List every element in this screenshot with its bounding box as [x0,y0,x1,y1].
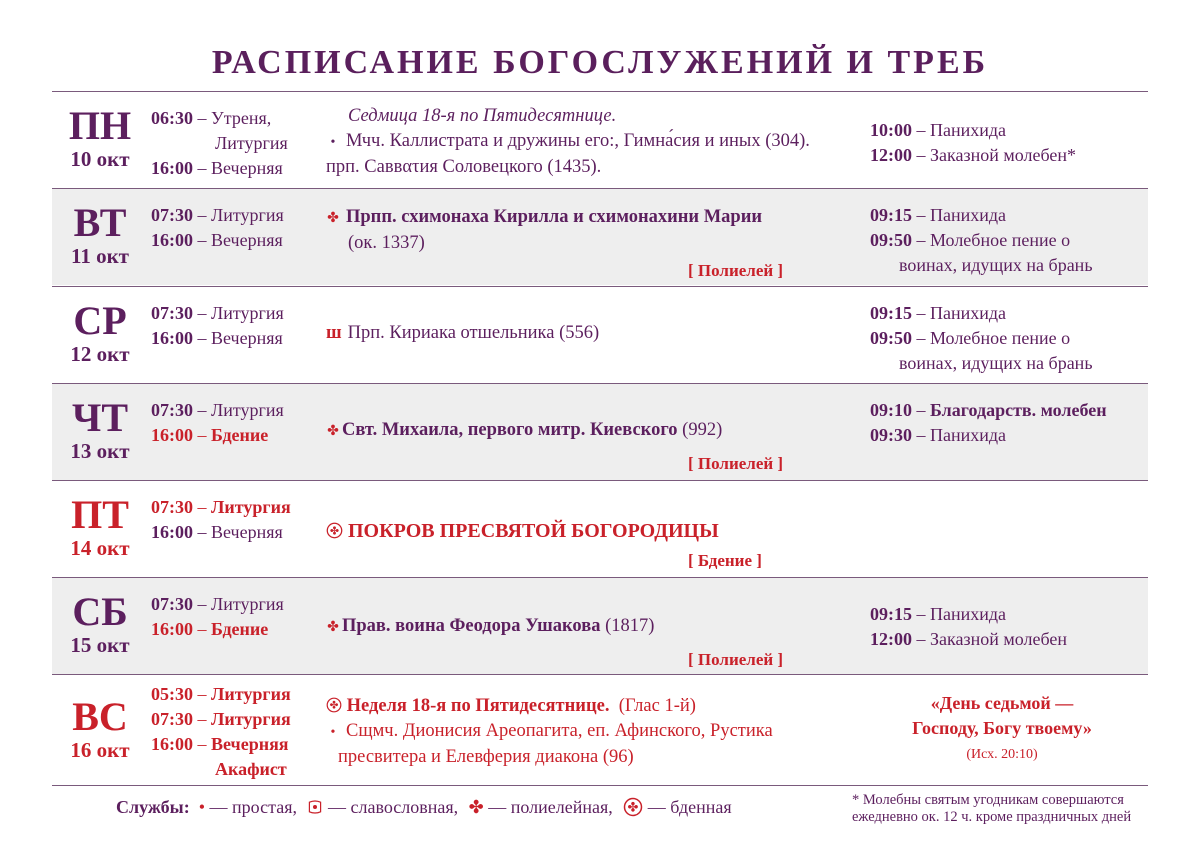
svg-text:✤: ✤ [329,700,339,712]
services: 06:30 – Утреня, Литургия 16:00 – Вечерняя [151,108,288,178]
polyeleos-icon: ✤ [327,424,339,439]
service-type-tag: [ Полиелей ] [688,454,784,473]
saint-commemoration: ✤ Свт. Михаила, первого митр. Киевского (992) [326,418,866,444]
day-abbr: ПН [68,103,132,148]
footnote: * Молебны святым угодникам совершаются ежедневно ок. 12 ч. кроме праздничных дней [852,792,1132,825]
services: 07:30 – Литургия 16:00 – Вечерняя [151,303,284,348]
vigil-icon [326,697,342,713]
day-label: ПТ 14 окт [70,492,130,560]
glory-service-icon [307,799,323,815]
bottom-rule [52,785,1148,786]
vigil-icon [326,522,343,539]
vigil-service-icon [623,797,643,817]
saint-commemoration: ✤ Неделя 18-я по Пятидесятнице. (Глас 1-й) • Сщмч. Дионисия Ареопагита, еп. Афинского, Рустика пресвитера и Елевферия диакона (96) [326,694,866,770]
day-row-sun [52,675,1148,785]
polyeleos-icon: ✤ [327,211,339,226]
day-label: ВС 16 окт [70,694,130,762]
day-row-wed [52,287,1148,383]
legend: Службы: • — простая, — славословная, ✤ — полиелейная, ✤ — бденная [116,797,732,817]
day-row-thu [52,384,1148,480]
saint-mark: ш [326,323,342,343]
treby: 09:15 – Панихида 12:00 – Заказной молебен [870,604,1068,649]
day-row-tue [52,189,1148,285]
saint-commemoration: ш Прп. Кириака отшельника (556) [326,323,600,343]
simple-service-icon: • [330,135,336,150]
day-label: ВТ 11 окт [70,200,129,268]
simple-service-icon: • [194,797,206,817]
services: 07:30 – Литургия 16:00 – Бдение [151,400,284,445]
service-type-tag: [ Бдение ] [688,551,762,570]
day-row-mon [52,92,1148,188]
svg-text:✤: ✤ [627,799,639,815]
services: 07:30 – Литургия 16:00 – Бдение [151,594,284,639]
saint-commemoration: ✤ Прав. воина Феодора Ушакова (1817) [326,614,866,640]
day-row-fri [52,481,1148,577]
saint-commemoration: ✤ ПОКРОВ ПРЕСВЯТОЙ БОГОРОДИЦЫ [326,519,866,544]
scripture-quote: «День седьмой — Господу, Богу твоему» (Исх. 20:10) [912,693,1092,762]
treby: 09:10 – Благодарств. молебен 09:30 – Панихида [870,400,1107,445]
day-label: СБ 15 окт [70,589,130,657]
services: 07:30 – Литургия 16:00 – Вечерняя [151,497,291,542]
treby: 09:15 – Панихида 09:50 – Молебное пение о воинах, идущих на брань [870,303,1093,373]
day-label [52,92,148,170]
treby: 10:00 – Панихида 12:00 – Заказной молебен* [870,120,1077,165]
day-date: 10 окт [70,147,130,171]
simple-service-icon: • [330,725,336,740]
svg-text:✤: ✤ [329,525,340,538]
saint-commemoration: Седмица 18-я по Пятидесятнице. • Мчч. Каллистрата и дружины его:, Гимна́сия и иных (304). прп. Саввατия Соловецкого (1435). [326,106,810,177]
saint-commemoration: ✤ Прпп. схимонаха Кирилла и схимонахини Марии (ок. 1337) [327,207,763,253]
services: 05:30 – Литургия 07:30 – Литургия 16:00 – Вечерняя Акафист [151,684,291,779]
day-row-sat [52,578,1148,674]
service-type-tag: [ Полиелей ] [688,650,784,669]
treby: 09:15 – Панихида 09:50 – Молебное пение о воинах, идущих на брань [870,205,1093,275]
day-label: СР 12 окт [70,298,130,366]
services: 07:30 – Литургия 16:00 – Вечерняя [151,205,284,250]
polyeleos-service-icon: ✤ [468,797,484,817]
page-title: РАСПИСАНИЕ БОГОСЛУЖЕНИЙ И ТРЕБ [211,44,989,81]
service-type-tag: [ Полиелей ] [688,261,784,280]
day-label: ЧТ 13 окт [70,395,130,463]
polyeleos-icon: ✤ [327,620,339,635]
